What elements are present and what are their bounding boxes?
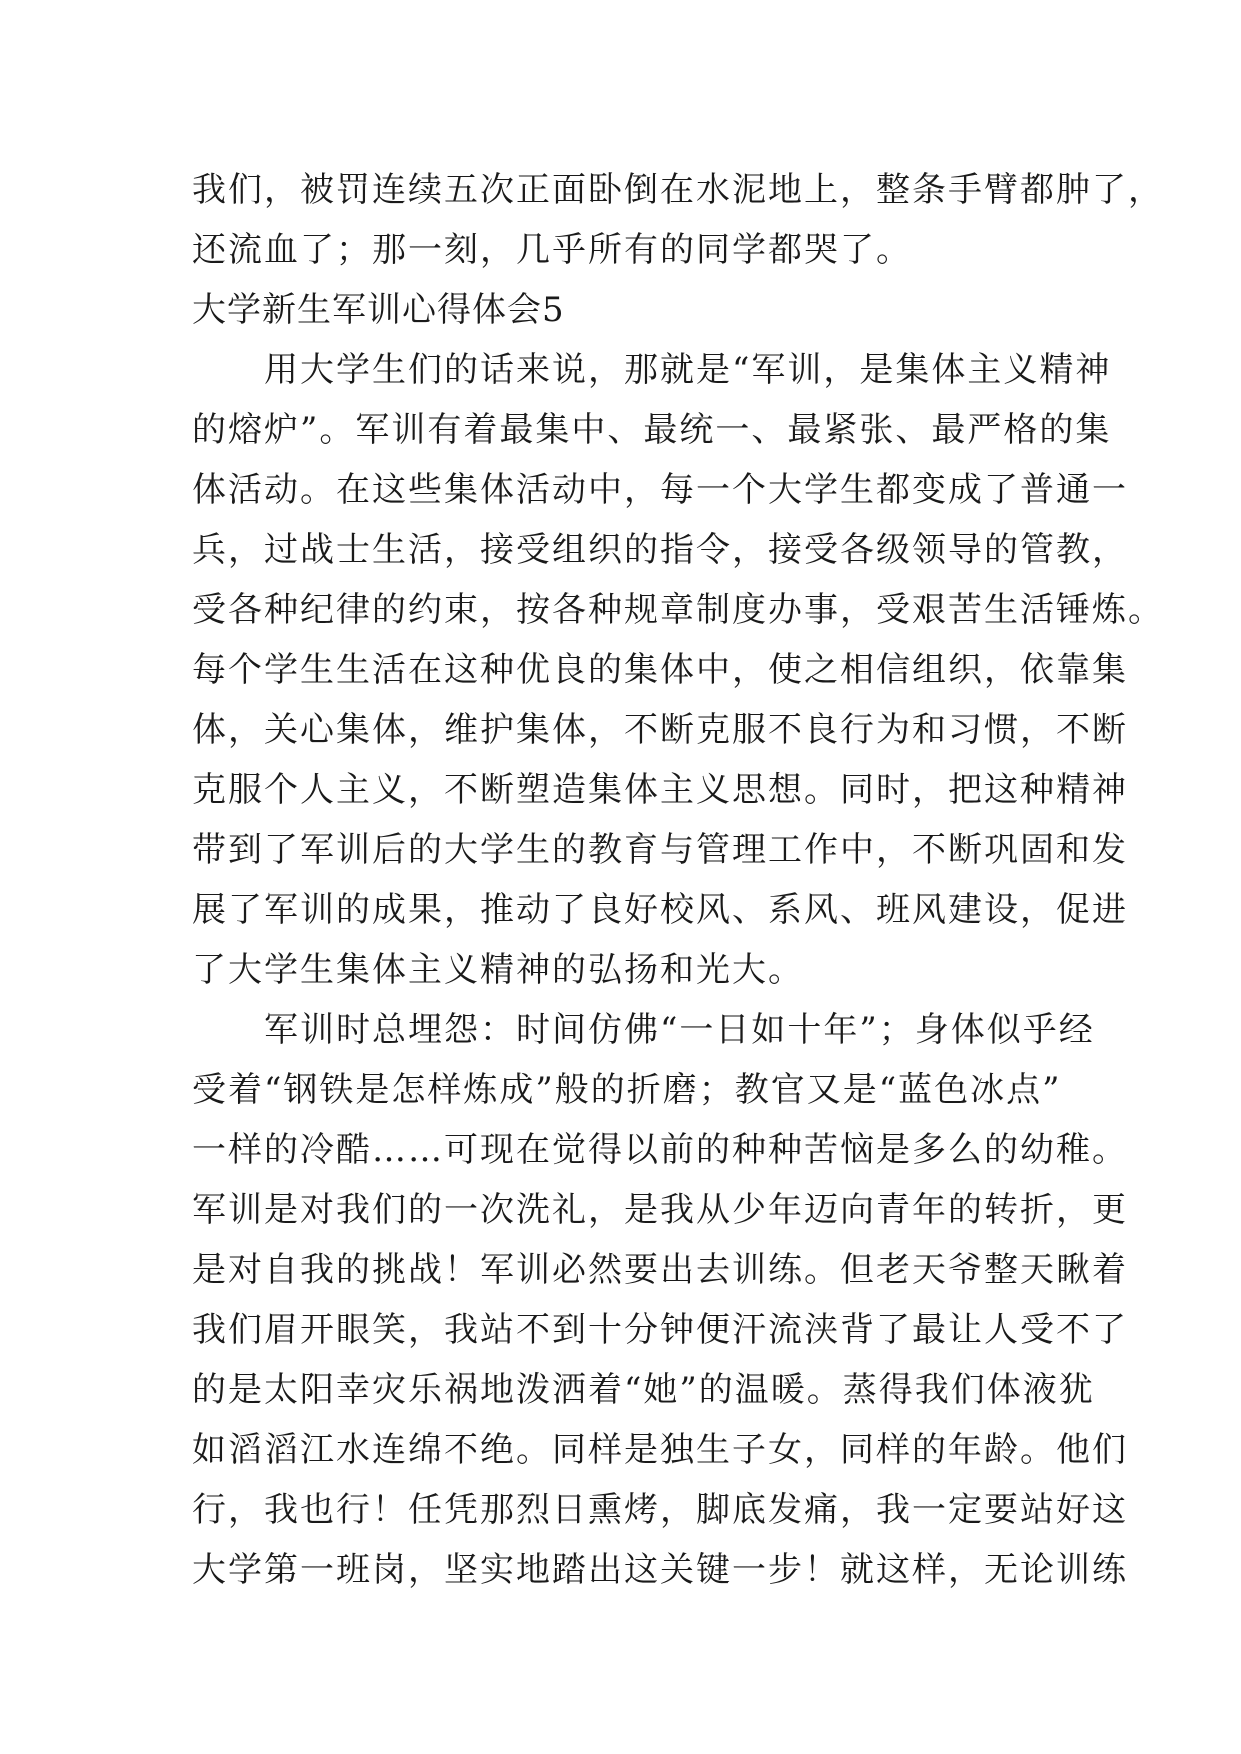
text-line: 体活动。在这些集体活动中，每一个大学生都变成了普通一 xyxy=(192,470,1128,510)
text-line: 用大学生们的话来说，那就是“军训，是集体主义精神 xyxy=(192,350,1112,390)
document-body xyxy=(192,160,1164,1600)
text-line: 如滔滔江水连绵不绝。同样是独生子女，同样的年龄。他们 xyxy=(192,1430,1128,1470)
text-line: 是对自我的挑战！军训必然要出去训练。但老天爷整天瞅着 xyxy=(192,1250,1128,1290)
text-line: 兵，过战士生活，接受组织的指令，接受各级领导的管教， xyxy=(192,530,1128,570)
text-line: 大学第一班岗，坚实地踏出这关键一步！就这样，无论训练 xyxy=(192,1550,1128,1590)
text-line: 体，关心集体，维护集体，不断克服不良行为和习惯，不断 xyxy=(192,710,1128,750)
text-line: 还流血了；那一刻，几乎所有的同学都哭了。 xyxy=(192,230,912,270)
text-line: 的是太阳幸灾乐祸地泼洒着“她”的温暖。蒸得我们体液犹 xyxy=(192,1370,1095,1410)
text-line: 一样的冷酷……可现在觉得以前的种种苦恼是多么的幼稚。 xyxy=(192,1130,1128,1170)
text-line: 受各种纪律的约束，按各种规章制度办事，受艰苦生活锤炼。 xyxy=(192,590,1164,630)
text-line: 了大学生集体主义精神的弘扬和光大。 xyxy=(192,950,804,990)
text-line: 克服个人主义，不断塑造集体主义思想。同时，把这种精神 xyxy=(192,770,1128,810)
text-line: 我们，被罚连续五次正面卧倒在水泥地上，整条手臂都肿了， xyxy=(192,170,1164,210)
text-line: 军训时总埋怨：时间仿佛“一日如十年”；身体似乎经 xyxy=(192,1010,1095,1050)
text-line: 我们眉开眼笑，我站不到十分钟便汗流浃背了最让人受不了 xyxy=(192,1310,1128,1350)
text-line: 行，我也行！任凭那烈日熏烤，脚底发痛，我一定要站好这 xyxy=(192,1490,1128,1530)
text-line: 的熔炉”。军训有着最集中、最统一、最紧张、最严格的集 xyxy=(192,410,1112,450)
text-line: 展了军训的成果，推动了良好校风、系风、班风建设，促进 xyxy=(192,890,1128,930)
text-line: 每个学生生活在这种优良的集体中，使之相信组织，依靠集 xyxy=(192,650,1128,690)
section-title: 大学新生军训心得体会5 xyxy=(192,290,565,330)
text-line: 军训是对我们的一次洗礼，是我从少年迈向青年的转折，更 xyxy=(192,1190,1128,1230)
text-line: 受着“钢铁是怎样炼成”般的折磨；教官又是“蓝色冰点” xyxy=(192,1070,1062,1110)
text-line: 带到了军训后的大学生的教育与管理工作中，不断巩固和发 xyxy=(192,830,1128,870)
